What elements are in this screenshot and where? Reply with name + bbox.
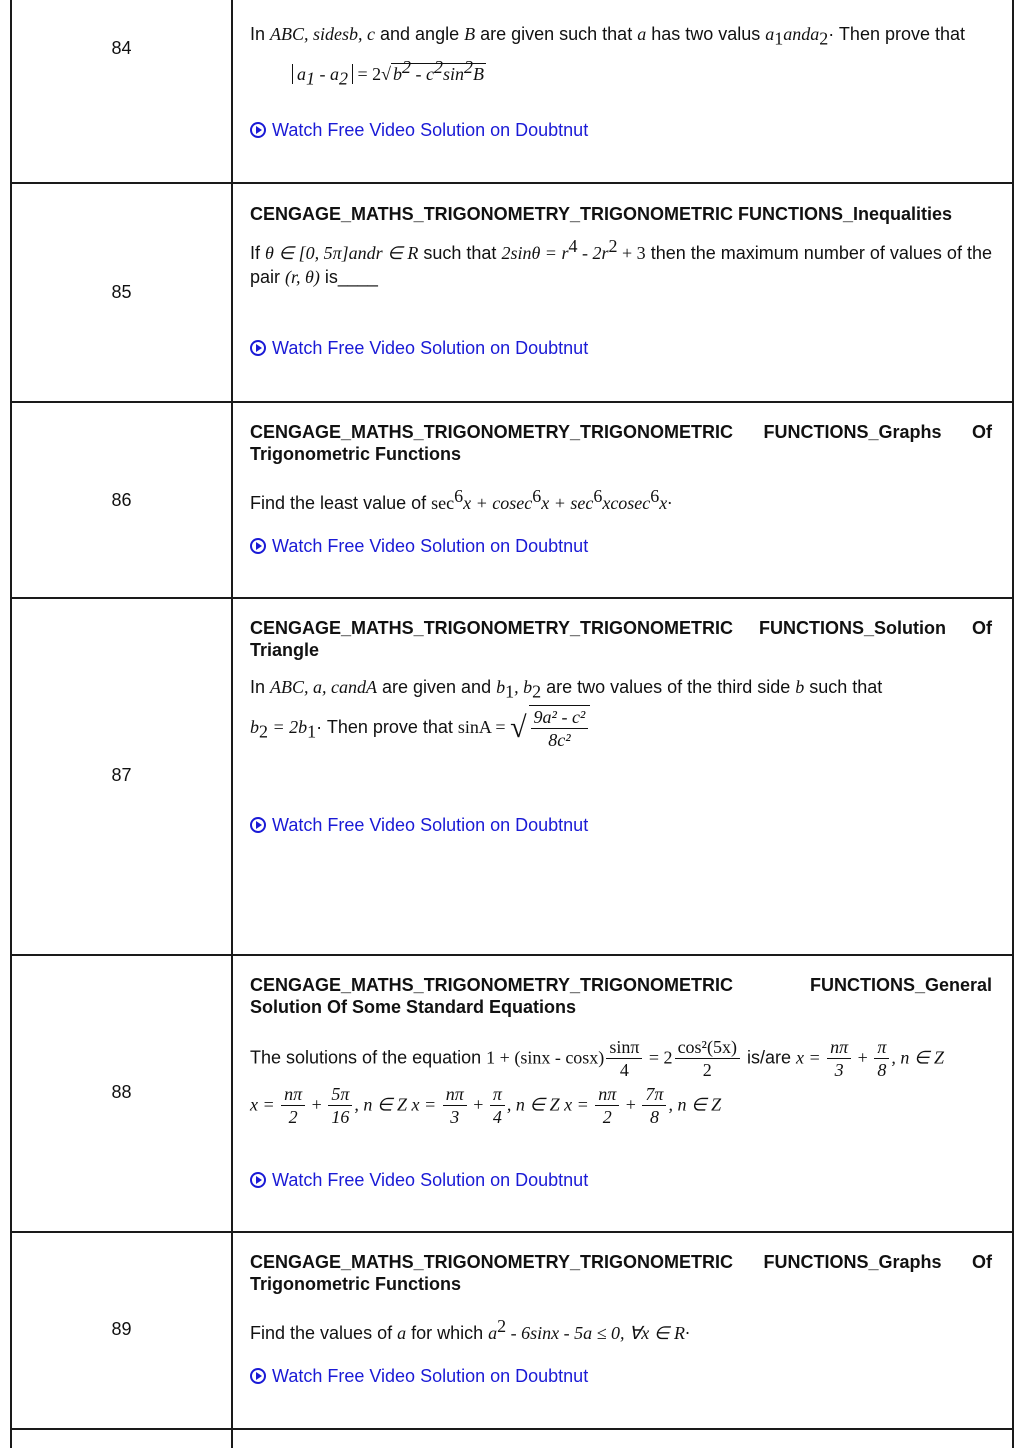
question-number: 85 xyxy=(111,282,132,302)
question-heading: CENGAGE_MATHS_TRIGONOMETRY_TRIGONOMETRIC FUNCTIONS_Solution Of Triangle xyxy=(250,618,992,660)
question-number: 86 xyxy=(111,490,132,510)
question-text: The solutions of the equation 1 + (sinx - cosx) $\frac{\sin\pi}{4}$ = 2 $\frac{\text{cos²(5x)}}{2}$ is/are x = $\frac{n\pi}{3}$ + $\frac{\pi}{8}$ , n ∈ Z xyxy=(250,1037,945,1080)
question-heading: CENGAGE_MATHS_TRIGONOMETRY_TRIGONOMETRIC FUNCTIONS_Graphs Of Trigonometric Functions xyxy=(250,1252,992,1294)
question-number: 84 xyxy=(111,38,132,58)
question-text: If θ ∈ [0, 5π]andr ∈ R such that $2\sin\theta = r^4 - 2r^2 + 3$ then the maximum number of values of the pair (r, θ) is____ xyxy=(250,236,992,287)
video-solution-link[interactable]: Watch Free Video Solution on Doubtnut xyxy=(250,337,588,359)
table-row xyxy=(12,954,1012,1231)
row-divider xyxy=(10,1428,1014,1430)
question-content xyxy=(250,203,992,358)
play-circle-icon xyxy=(250,122,266,138)
question-options: x = $\frac{n\pi}{2}$ + $\frac{5\pi}{16}$ , n ∈ Z x = $\frac{n\pi}{3}$ + $\frac{\pi}{4}$ , n ∈ Z x = $\frac{n\pi}{2}$ + $\frac{7\pi}{8}$ , n ∈ Z xyxy=(250,1084,722,1127)
video-solution-link[interactable]: Watch Free Video Solution on Doubtnut xyxy=(250,119,588,141)
table-row xyxy=(12,401,1012,597)
question-text: In ABC, sidesb, c and angle B are given such that a has two valus $a_1anda_2\cdot$ Then prove that xyxy=(250,24,966,49)
table-row xyxy=(12,597,1012,954)
question-formula: $a_1 - a_2 = 2√$ $b^2 - c^2\sin^2B$ xyxy=(292,62,486,86)
play-circle-icon xyxy=(250,1172,266,1188)
question-heading: CENGAGE_MATHS_TRIGONOMETRY_TRIGONOMETRIC FUNCTIONS_General Solution Of Some Standard Equations xyxy=(250,975,992,1017)
play-circle-icon xyxy=(250,817,266,833)
question-content xyxy=(250,617,992,835)
table-row xyxy=(12,0,1012,182)
question-number: 89 xyxy=(111,1319,132,1339)
question-formula: $b_2 = 2b_1\cdot$ Then prove that sinA = √ $\frac{\text{9a² - c²}}{\text{8c²}}$ xyxy=(250,705,992,751)
question-content xyxy=(250,974,992,1190)
question-content xyxy=(250,421,992,556)
question-content xyxy=(250,1251,992,1386)
play-circle-icon xyxy=(250,1368,266,1384)
question-text: Find the least value of $\sec^6x + cosec^6x + \sec^6xcosec^6x\cdot$ xyxy=(250,486,672,513)
question-text: Find the values of a for which $a^2 - 6\sin x - 5a \le 0$, ∀x ∈ R· xyxy=(250,1316,690,1343)
table-row xyxy=(12,182,1012,401)
play-circle-icon xyxy=(250,538,266,554)
question-number: 87 xyxy=(111,765,132,785)
question-text: In ABC, a, candA are given and $b_1$, $b_2$ are two values of the third side b such that xyxy=(250,677,883,702)
table-row xyxy=(12,1231,1012,1428)
video-solution-link[interactable]: Watch Free Video Solution on Doubtnut xyxy=(250,1169,588,1191)
video-solution-link[interactable]: Watch Free Video Solution on Doubtnut xyxy=(250,535,588,557)
question-heading: CENGAGE_MATHS_TRIGONOMETRY_TRIGONOMETRIC FUNCTIONS_Inequalities xyxy=(250,204,953,224)
video-solution-link[interactable]: Watch Free Video Solution on Doubtnut xyxy=(250,814,588,836)
video-solution-link[interactable]: Watch Free Video Solution on Doubtnut xyxy=(250,1365,588,1387)
play-circle-icon xyxy=(250,340,266,356)
question-number: 88 xyxy=(111,1082,132,1102)
question-content xyxy=(250,22,992,140)
question-heading: CENGAGE_MATHS_TRIGONOMETRY_TRIGONOMETRIC FUNCTIONS_Graphs Of Trigonometric Functions xyxy=(250,422,992,464)
